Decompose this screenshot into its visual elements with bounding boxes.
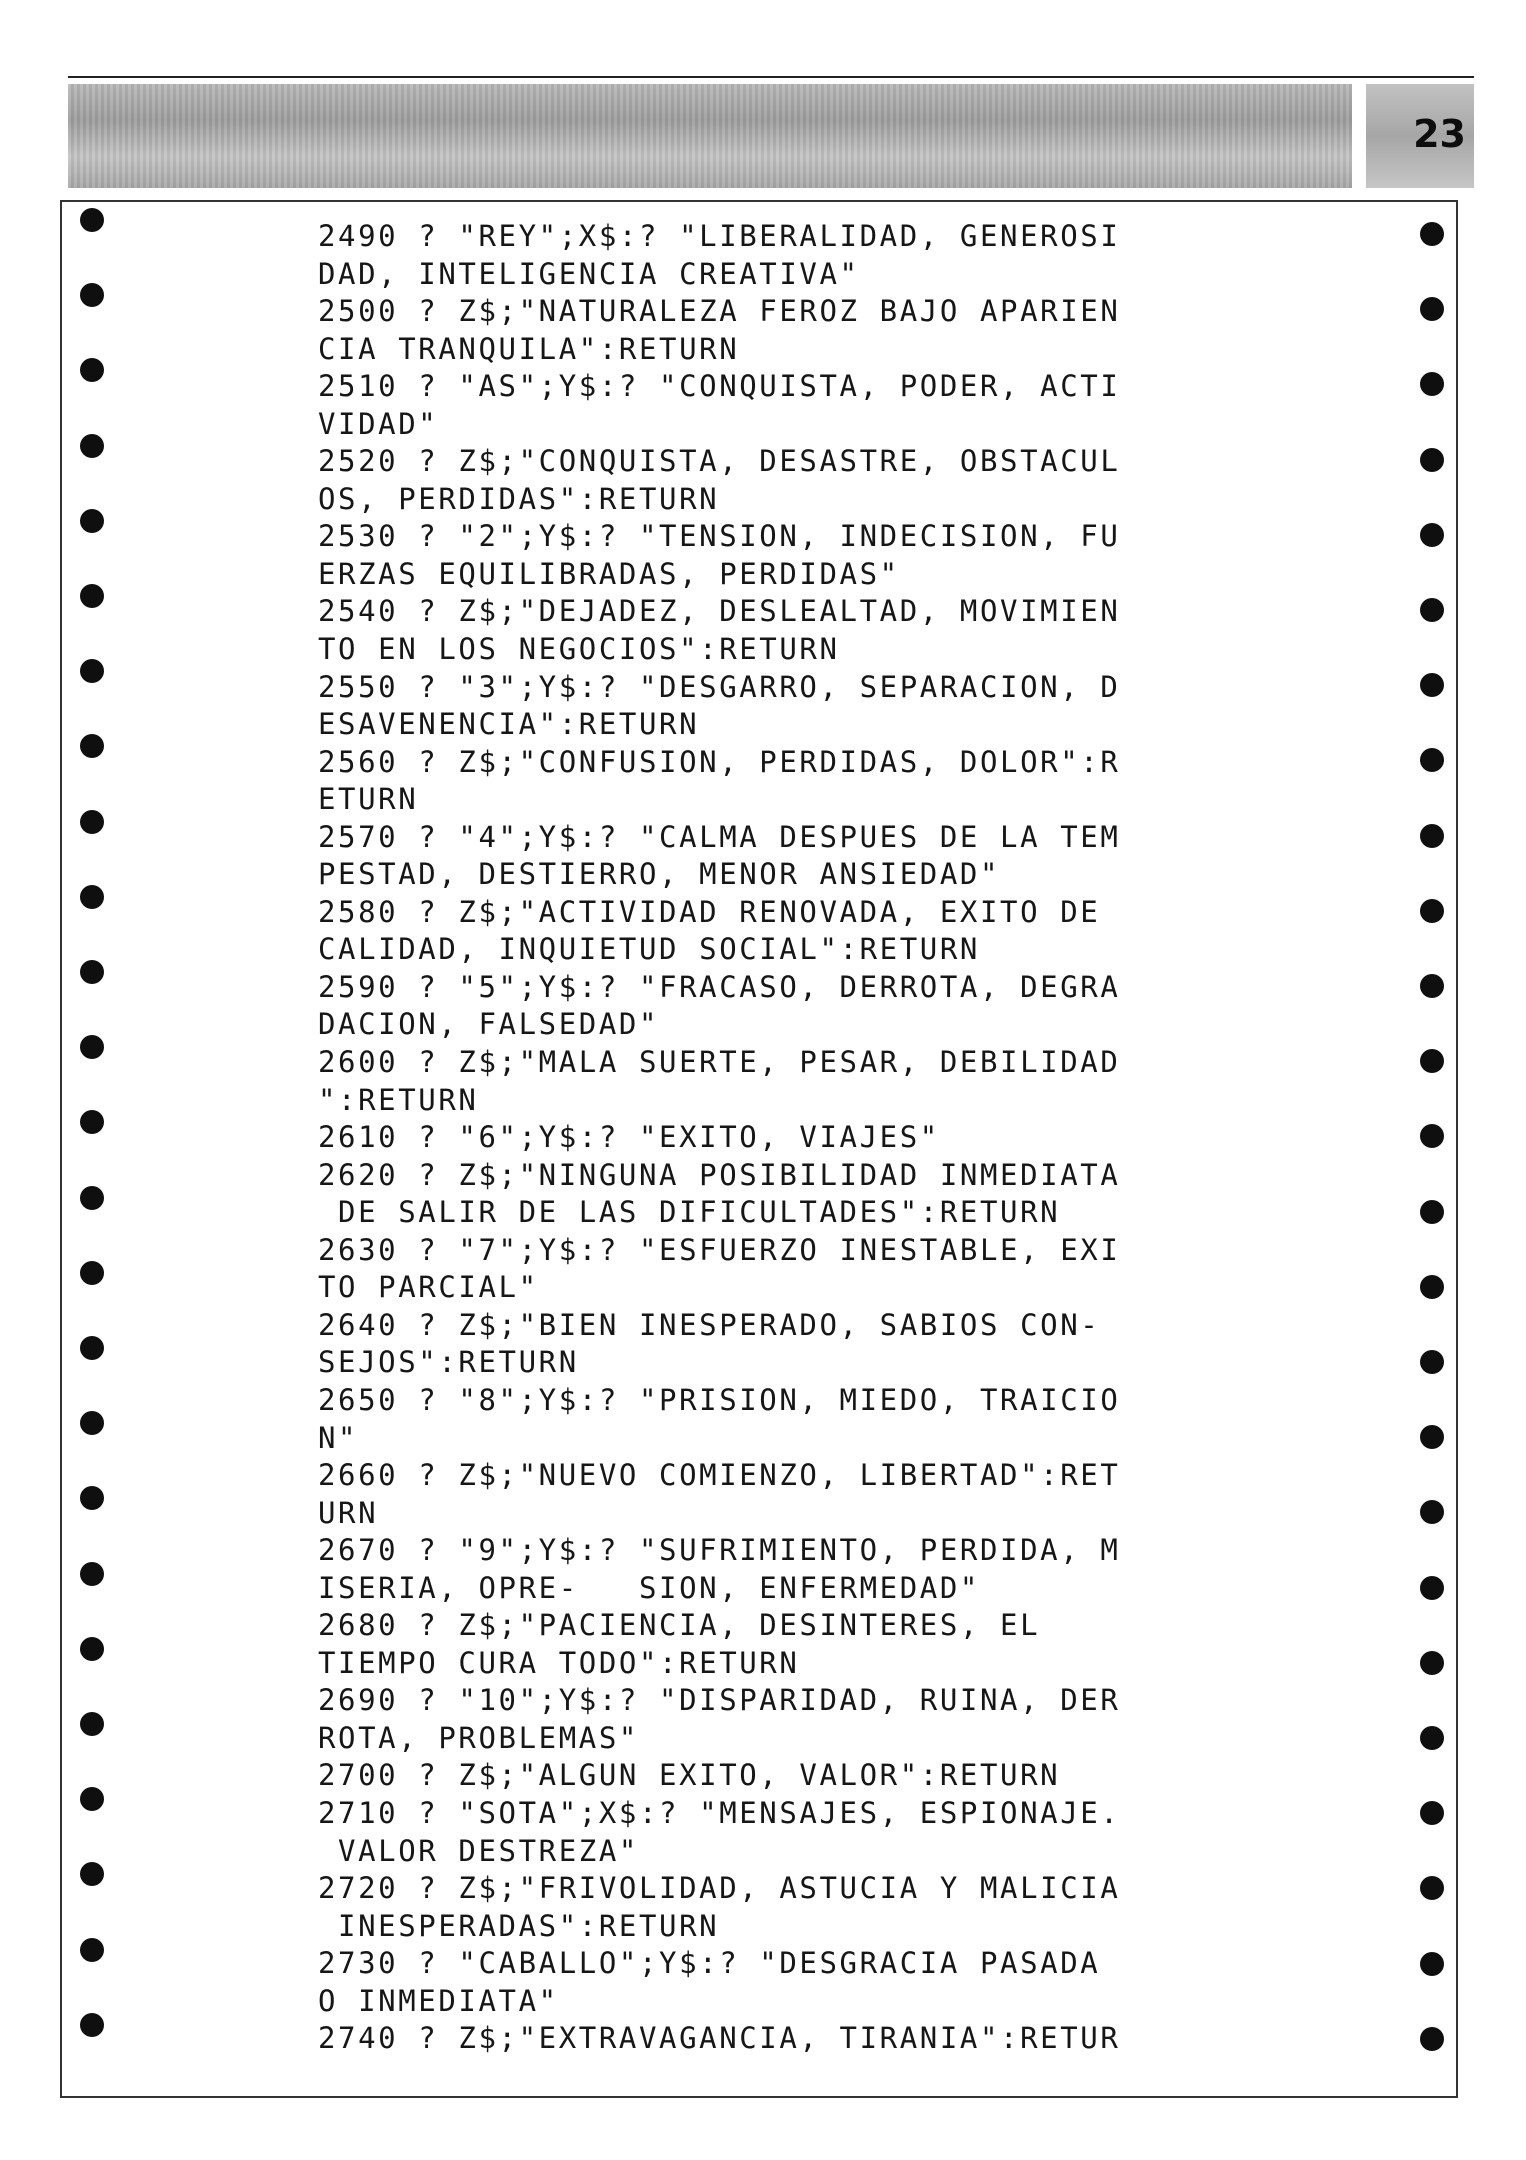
code-line: 2620 ? Z$;"NINGUNA POSIBILIDAD INMEDIATA [318, 1157, 1121, 1192]
code-line: N" [318, 1420, 359, 1455]
sprocket-hole [1420, 448, 1444, 472]
sprocket-hole [1420, 1952, 1444, 1976]
sprocket-hole [1420, 1726, 1444, 1750]
sprocket-hole [80, 509, 104, 533]
sprocket-hole [1420, 1350, 1444, 1374]
code-line: 2650 ? "8";Y$:? "PRISION, MIEDO, TRAICIO [318, 1382, 1121, 1417]
code-line: VALOR DESTREZA" [318, 1833, 639, 1868]
code-line: 2560 ? Z$;"CONFUSION, PERDIDAS, DOLOR":R [318, 744, 1121, 779]
sprocket-hole [80, 283, 104, 307]
sprocket-hole [1420, 899, 1444, 923]
code-line: ROTA, PROBLEMAS" [318, 1720, 639, 1755]
sprocket-hole [1420, 1425, 1444, 1449]
sprocket-hole [1420, 297, 1444, 321]
code-line: 2600 ? Z$;"MALA SUERTE, PESAR, DEBILIDAD [318, 1045, 1121, 1080]
code-line: TO PARCIAL" [318, 1270, 539, 1305]
code-line: 2510 ? "AS";Y$:? "CONQUISTA, PODER, ACTI [318, 369, 1121, 404]
sprocket-hole [1420, 1876, 1444, 1900]
sprocket-hole [1420, 222, 1444, 246]
code-line: ESAVENENCIA":RETURN [318, 707, 700, 742]
code-line: 2590 ? "5";Y$:? "FRACASO, DERROTA, DEGRA [318, 969, 1121, 1004]
sprocket-hole [80, 1186, 104, 1210]
code-line: ":RETURN [318, 1082, 479, 1117]
sprocket-hole [80, 1261, 104, 1285]
sprocket-hole [80, 584, 104, 608]
sprocket-hole [80, 810, 104, 834]
code-line: CIA TRANQUILA":RETURN [318, 331, 740, 366]
code-line: 2670 ? "9";Y$:? "SUFRIMIENTO, PERDIDA, M [318, 1533, 1121, 1568]
sprocket-hole [80, 1637, 104, 1661]
sprocket-hole [1420, 598, 1444, 622]
sprocket-hole [80, 2013, 104, 2037]
sprocket-hole [1420, 748, 1444, 772]
code-line: DE SALIR DE LAS DIFICULTADES":RETURN [318, 1195, 1061, 1230]
left-sprocket-holes [80, 200, 108, 2098]
code-line: DACION, FALSEDAD" [318, 1007, 660, 1042]
sprocket-hole [80, 1486, 104, 1510]
code-line: 2500 ? Z$;"NATURALEZA FEROZ BAJO APARIEN [318, 294, 1121, 329]
sprocket-hole [80, 734, 104, 758]
code-line: 2690 ? "10";Y$:? "DISPARIDAD, RUINA, DER [318, 1683, 1121, 1718]
code-line: 2680 ? Z$;"PACIENCIA, DESINTERES, EL [318, 1608, 1041, 1643]
code-line: 2720 ? Z$;"FRIVOLIDAD, ASTUCIA Y MALICIA [318, 1871, 1121, 1906]
right-sprocket-holes [1420, 200, 1448, 2098]
sprocket-hole [1420, 1576, 1444, 1600]
sprocket-hole [1420, 974, 1444, 998]
code-line: 2580 ? Z$;"ACTIVIDAD RENOVADA, EXITO DE [318, 894, 1101, 929]
code-line: TIEMPO CURA TODO":RETURN [318, 1645, 800, 1680]
code-line: ERZAS EQUILIBRADAS, PERDIDAS" [318, 556, 900, 591]
code-line: URN [318, 1495, 379, 1530]
code-line: 2730 ? "CABALLO";Y$:? "DESGRACIA PASADA [318, 1946, 1101, 1981]
code-line: 2490 ? "REY";X$:? "LIBERALIDAD, GENEROSI [318, 219, 1121, 253]
sprocket-hole [80, 434, 104, 458]
code-line: 2700 ? Z$;"ALGUN EXITO, VALOR":RETURN [318, 1758, 1061, 1793]
code-line: ISERIA, OPRE- SION, ENFERMEDAD" [318, 1570, 980, 1605]
sprocket-hole [1420, 523, 1444, 547]
code-line: PESTAD, DESTIERRO, MENOR ANSIEDAD" [318, 857, 1001, 892]
sprocket-hole [80, 960, 104, 984]
code-line: 2610 ? "6";Y$:? "EXITO, VIAJES" [318, 1120, 940, 1155]
sprocket-hole [80, 1411, 104, 1435]
sprocket-hole [80, 1787, 104, 1811]
sprocket-hole [1420, 2027, 1444, 2051]
code-line: 2640 ? Z$;"BIEN INESPERADO, SABIOS CON- [318, 1307, 1101, 1342]
code-line: OS, PERDIDAS":RETURN [318, 481, 720, 516]
sprocket-hole [80, 1562, 104, 1586]
page-number: 23 [1413, 112, 1466, 156]
code-line: O INMEDIATA" [318, 1983, 559, 2018]
sprocket-hole [80, 208, 104, 232]
sprocket-hole [1420, 1801, 1444, 1825]
sprocket-hole [80, 885, 104, 909]
sprocket-hole [1420, 1200, 1444, 1224]
code-line: 2530 ? "2";Y$:? "TENSION, INDECISION, FU [318, 519, 1121, 554]
top-rule [68, 76, 1474, 78]
code-line: 2710 ? "SOTA";X$:? "MENSAJES, ESPIONAJE. [318, 1795, 1121, 1830]
sprocket-hole [1420, 1049, 1444, 1073]
sprocket-hole [1420, 1500, 1444, 1524]
sprocket-hole [80, 1035, 104, 1059]
sprocket-hole [80, 1712, 104, 1736]
code-line: 2630 ? "7";Y$:? "ESFUERZO INESTABLE, EXI [318, 1232, 1121, 1267]
sprocket-hole [1420, 824, 1444, 848]
code-line: 2520 ? Z$;"CONQUISTA, DESASTRE, OBSTACUL [318, 444, 1121, 479]
code-line: 2550 ? "3";Y$:? "DESGARRO, SEPARACION, D [318, 669, 1121, 704]
sprocket-hole [80, 1110, 104, 1134]
sprocket-hole [1420, 1651, 1444, 1675]
code-line: ETURN [318, 782, 419, 817]
sprocket-hole [80, 358, 104, 382]
sprocket-hole [1420, 1124, 1444, 1148]
basic-listing [318, 218, 1238, 2058]
code-line: 2660 ? Z$;"NUEVO COMIENZO, LIBERTAD":RET [318, 1458, 1121, 1493]
code-line: DAD, INTELIGENCIA CREATIVA" [318, 256, 860, 291]
code-line: TO EN LOS NEGOCIOS":RETURN [318, 632, 840, 667]
sprocket-hole [1420, 673, 1444, 697]
code-line: SEJOS":RETURN [318, 1345, 579, 1380]
sprocket-hole [80, 1938, 104, 1962]
sprocket-hole [80, 1862, 104, 1886]
code-line: 2540 ? Z$;"DEJADEZ, DESLEALTAD, MOVIMIEN [318, 594, 1121, 629]
code-line: 2740 ? Z$;"EXTRAVAGANCIA, TIRANIA":RETUR [318, 2021, 1121, 2056]
code-line: CALIDAD, INQUIETUD SOCIAL":RETURN [318, 932, 980, 967]
code-line: VIDAD" [318, 406, 439, 441]
sprocket-hole [1420, 1275, 1444, 1299]
sprocket-hole [1420, 372, 1444, 396]
sprocket-hole [80, 1336, 104, 1360]
header-band [68, 84, 1352, 188]
code-line: INESPERADAS":RETURN [318, 1908, 720, 1943]
code-line: 2570 ? "4";Y$:? "CALMA DESPUES DE LA TEM [318, 819, 1121, 854]
sprocket-hole [80, 659, 104, 683]
